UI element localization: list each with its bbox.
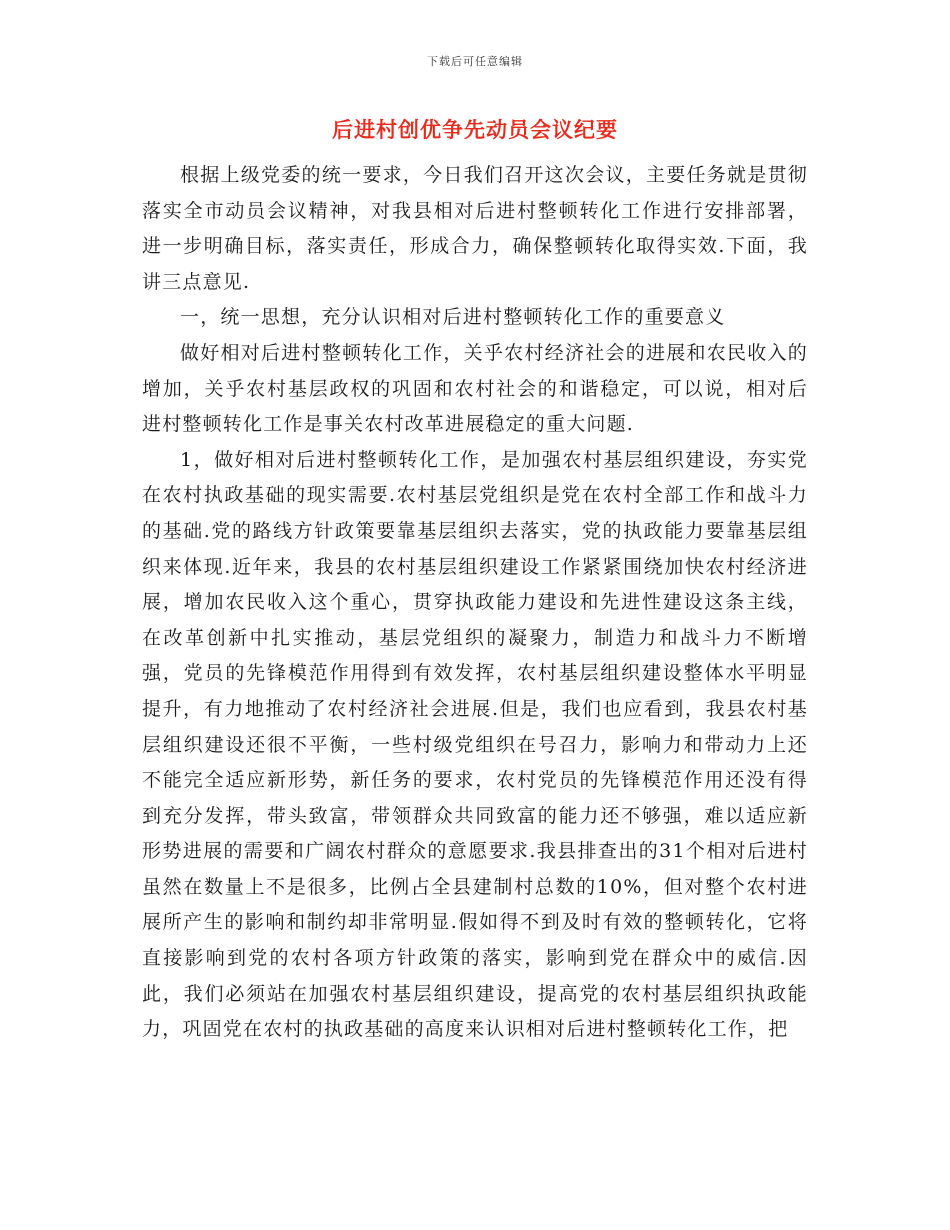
document-title: 后进村创优争先动员会议纪要: [332, 117, 618, 142]
paragraph-intro: 根据上级党委的统一要求，今日我们召开这次会议，主要任务就是贯彻落实全市动员会议精神，对我县相对后进村整顿转化工作进行安排部署，进一步明确目标，落实责任，形成合力，确保整顿转化取得实效.下面，我讲三点意见.: [142, 164, 808, 293]
document-body: [142, 158, 808, 1048]
header-note: 下载后可任意编辑: [427, 55, 523, 68]
paragraph-point-1: 1，做好相对后进村整顿转化工作，是加强农村基层组织建设，夯实党在农村执政基础的现实需要.农村基层党组织是党在农村全部工作和战斗力的基础.党的路线方针政策要靠基层组织去落实，党的执政能力要靠基层组织来体现.近年来，我县的农村基层组织建设工作紧紧围绕加快农村经济进展，增加农民收入这个重心，贯穿执政能力建设和先进性建设这条主线，在改革创新中扎实推动，基层党组织的凝聚力，制造力和战斗力不断增强，党员的先锋模范作用得到有效发挥，农村基层组织建设整体水平明显提升，有力地推动了农村经济社会进展.但是，我们也应看到，我县农村基层组织建设还很不平衡，一些村级党组织在号召力，影响力和带动力上还不能完全适应新形势，新任务的要求，农村党员的先锋模范作用还没有得到充分发挥，带头致富，带领群众共同致富的能力还不够强，难以适应新形势进展的需要和广阔农村群众的意愿要求.我县排查出的31个相对后进村虽然在数量上不是很多，比例占全县建制村总数的10%，但对整个农村进展所产生的影响和制约却非常明显.假如得不到及时有效的整顿转化，它将直接影响到党的农村各项方针政策的落实，影响到党在群众中的威信.因此，我们必须站在加强农村基层组织建设，提高党的农村基层组织执政能力，巩固党在农村的执政基础的高度来认识相对后进村整顿转化工作，把: [142, 448, 808, 1041]
paragraph-significance: 做好相对后进村整顿转化工作，关乎农村经济社会的进展和农民收入的增加，关乎农村基层政权的巩固和农村社会的和谐稳定，可以说，相对后进村整顿转化工作是事关农村改革进展稳定的重大问题.: [142, 341, 808, 436]
section-heading-1: 一，统一思想，充分认识相对后进村整顿转化工作的重要意义: [180, 306, 726, 329]
